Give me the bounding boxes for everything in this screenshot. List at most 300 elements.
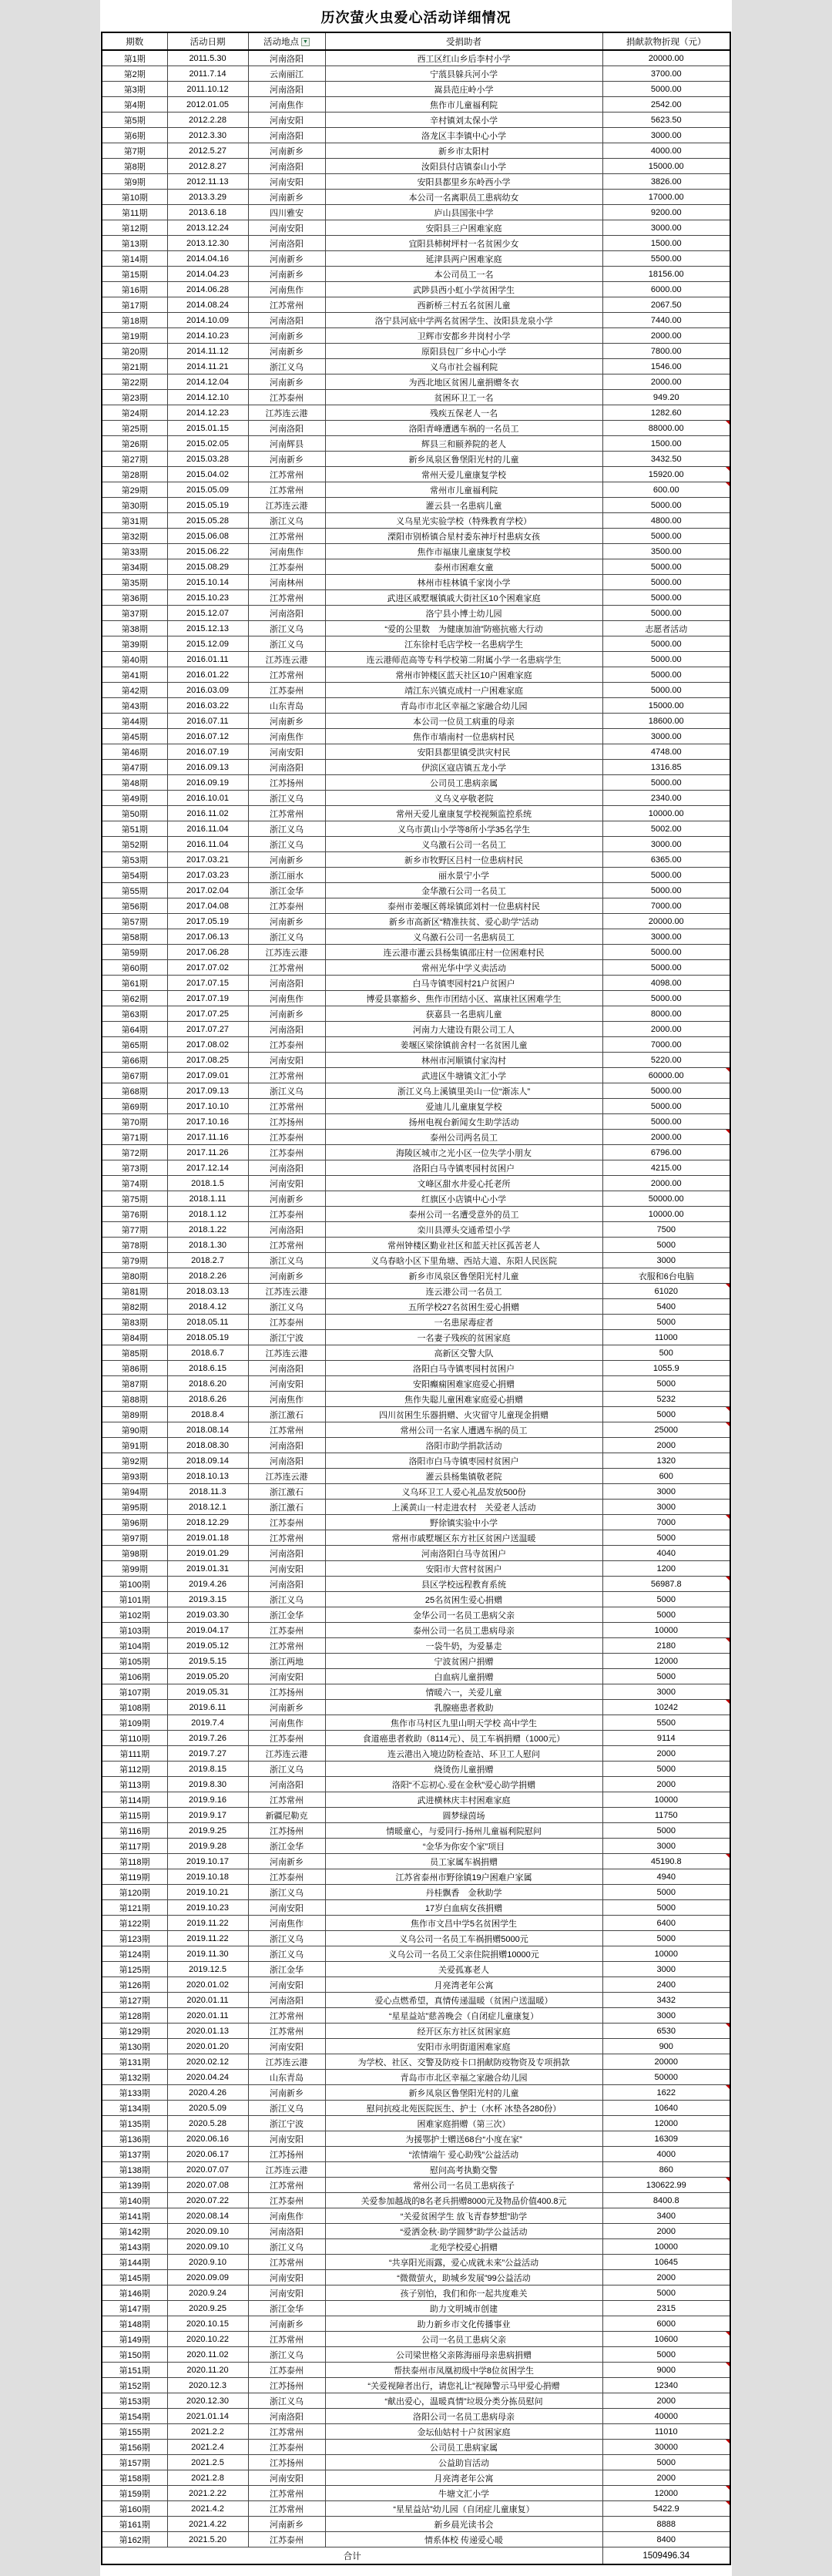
recipient-cell: 焦作市墙南村一位患病村民 <box>325 729 602 744</box>
date-cell: 2020.09.09 <box>167 2270 248 2285</box>
recipient-cell: 义乌市社会福利院 <box>325 359 602 374</box>
table-row <box>102 898 730 914</box>
recipient-cell: 一名患尿毒症者 <box>325 1315 602 1330</box>
date-cell: 2016.09.19 <box>167 775 248 791</box>
table-row <box>102 313 730 328</box>
recipient-cell: 义乌公司一名员工车祸捐赠5000元 <box>325 1931 602 1946</box>
recipient-cell: 常州公司一名员工患病孩子 <box>325 2178 602 2193</box>
period-cell: 第119期 <box>102 1869 167 1885</box>
recipient-cell: “星星益站”慈善晚会（自闭症儿童康复） <box>325 2008 602 2024</box>
table-row <box>102 1006 730 1022</box>
date-cell: 2021.5.20 <box>167 2532 248 2547</box>
table-row <box>102 1376 730 1392</box>
value-cell: 3000.00 <box>602 729 730 744</box>
recipient-cell: 泰州公司一名员工患病母亲 <box>325 1623 602 1638</box>
date-cell: 2015.12.09 <box>167 636 248 652</box>
recipient-cell: 金华公司一名员工患病父亲 <box>325 1607 602 1623</box>
value-cell: 6530 <box>602 2024 730 2039</box>
period-cell: 第159期 <box>102 2486 167 2501</box>
location-cell: 河南安阳 <box>248 174 325 190</box>
value-cell: 1316.85 <box>602 760 730 775</box>
date-cell: 2016.11.02 <box>167 806 248 821</box>
recipient-cell: 焦作失聪儿童困难家庭爱心捐赠 <box>325 1392 602 1407</box>
recipient-cell: 新乡市太阳村 <box>325 143 602 159</box>
value-cell: 10600 <box>602 2332 730 2347</box>
date-cell: 2018.1.30 <box>167 1238 248 1253</box>
date-cell: 2018.1.12 <box>167 1207 248 1222</box>
value-cell: 2542.00 <box>602 97 730 113</box>
date-cell: 2015.10.14 <box>167 575 248 590</box>
recipient-cell: 新乡凤泉区鲁堡阳光村的儿童 <box>325 2085 602 2101</box>
date-cell: 2017.08.02 <box>167 1037 248 1053</box>
table-row <box>102 683 730 698</box>
period-cell: 第16期 <box>102 282 167 297</box>
period-cell: 第97期 <box>102 1530 167 1546</box>
recipient-cell: 泰州公司一名遭受意外的员工 <box>325 1207 602 1222</box>
total-label: 合计 <box>102 2547 602 2565</box>
location-cell: 云南丽江 <box>248 66 325 82</box>
column-header-0 <box>102 32 167 50</box>
recipient-cell: 林州市河顺镇付家沟村 <box>325 1053 602 1068</box>
date-cell: 2017.06.28 <box>167 945 248 960</box>
column-header-2 <box>248 32 325 50</box>
date-cell: 2017.07.25 <box>167 1006 248 1022</box>
table-row <box>102 575 730 590</box>
value-cell: 5000.00 <box>602 529 730 544</box>
recipient-cell: 新乡市牧野区吕村一位患病村民 <box>325 852 602 868</box>
value-cell: 5000 <box>602 1762 730 1777</box>
period-cell: 第34期 <box>102 559 167 575</box>
date-cell: 2016.10.01 <box>167 791 248 806</box>
value-cell: 1500.00 <box>602 236 730 251</box>
table-row <box>102 2393 730 2409</box>
value-cell: 16309 <box>602 2131 730 2147</box>
date-cell: 2020.06.16 <box>167 2131 248 2147</box>
value-cell: 5000.00 <box>602 82 730 97</box>
table-row <box>102 2486 730 2501</box>
location-cell: 江苏连云港 <box>248 945 325 960</box>
period-cell: 第132期 <box>102 2070 167 2085</box>
period-cell: 第4期 <box>102 97 167 113</box>
date-cell: 2017.03.23 <box>167 868 248 883</box>
period-cell: 第45期 <box>102 729 167 744</box>
date-cell: 2020.07.22 <box>167 2193 248 2208</box>
recipient-cell: 义乌春晗小区下里角塘、西站大道、东阳人民医院 <box>325 1253 602 1268</box>
date-cell: 2015.03.28 <box>167 452 248 467</box>
value-cell: 3500.00 <box>602 544 730 559</box>
table-row <box>102 1777 730 1792</box>
value-cell: 5422.9 <box>602 2501 730 2517</box>
date-cell: 2019.7.26 <box>167 1731 248 1746</box>
value-cell: 45190.8 <box>602 1854 730 1869</box>
value-cell: 3000 <box>602 1484 730 1500</box>
table-row <box>102 1654 730 1669</box>
location-cell: 江苏常州 <box>248 482 325 498</box>
comment-marker <box>726 1130 730 1134</box>
recipient-cell: 丽水景宁小学 <box>325 868 602 883</box>
period-cell: 第36期 <box>102 590 167 606</box>
period-cell: 第147期 <box>102 2301 167 2316</box>
table-row <box>102 220 730 236</box>
date-cell: 2019.01.29 <box>167 1546 248 1561</box>
period-cell: 第133期 <box>102 2085 167 2101</box>
period-cell: 第152期 <box>102 2378 167 2393</box>
value-cell: 3000.00 <box>602 837 730 852</box>
date-cell: 2014.04.16 <box>167 251 248 267</box>
table-row <box>102 1345 730 1361</box>
period-cell: 第37期 <box>102 606 167 621</box>
date-cell: 2019.9.28 <box>167 1839 248 1854</box>
period-cell: 第107期 <box>102 1684 167 1700</box>
recipient-cell: 洛阳公司一名员工患病母亲 <box>325 2409 602 2424</box>
comment-marker <box>726 1854 730 1858</box>
location-cell: 江苏常州 <box>248 2424 325 2440</box>
date-cell: 2012.11.13 <box>167 174 248 190</box>
table-row <box>102 1392 730 1407</box>
period-cell: 第141期 <box>102 2208 167 2224</box>
table-row <box>102 1700 730 1715</box>
table-row <box>102 467 730 482</box>
table-row <box>102 1962 730 1977</box>
value-cell: 1282.60 <box>602 405 730 421</box>
comment-marker <box>726 1068 730 1072</box>
location-cell: 四川雅安 <box>248 205 325 220</box>
table-row <box>102 1546 730 1561</box>
comment-marker <box>726 467 730 471</box>
location-cell: 江苏常州 <box>248 1238 325 1253</box>
value-cell: 3400 <box>602 2208 730 2224</box>
value-cell: 12000 <box>602 2486 730 2501</box>
location-cell: 江苏泰州 <box>248 559 325 575</box>
value-cell: 9000 <box>602 2363 730 2378</box>
table-row <box>102 190 730 205</box>
recipient-cell: 常州市钟楼区蓝天社区10户困难家庭 <box>325 667 602 683</box>
date-cell: 2017.09.13 <box>167 1083 248 1099</box>
table-row <box>102 1900 730 1916</box>
table-row <box>102 1808 730 1823</box>
recipient-cell: 常州市儿童福利院 <box>325 482 602 498</box>
value-cell: 10000 <box>602 2239 730 2255</box>
date-cell: 2019.5.15 <box>167 1654 248 1669</box>
value-cell: 1200 <box>602 1561 730 1577</box>
table-row <box>102 960 730 976</box>
period-cell: 第52期 <box>102 837 167 852</box>
date-cell: 2016.03.22 <box>167 698 248 714</box>
table-row <box>102 2347 730 2363</box>
date-cell: 2011.5.30 <box>167 50 248 66</box>
table-row <box>102 421 730 436</box>
recipient-cell: “金华为你安个家”项目 <box>325 1839 602 1854</box>
location-cell: 河南安阳 <box>248 2039 325 2054</box>
date-cell: 2015.12.07 <box>167 606 248 621</box>
table-row <box>102 1160 730 1176</box>
date-cell: 2019.10.21 <box>167 1885 248 1900</box>
location-cell: 河南安阳 <box>248 2285 325 2301</box>
recipient-cell: 海陵区城市之光小区一位失学小朋友 <box>325 1145 602 1160</box>
date-cell: 2018.12.29 <box>167 1515 248 1530</box>
location-cell: 江苏常州 <box>248 1638 325 1654</box>
value-cell: 4000 <box>602 2147 730 2162</box>
date-cell: 2020.9.25 <box>167 2301 248 2316</box>
value-cell: 5500.00 <box>602 251 730 267</box>
value-cell: 8400 <box>602 2532 730 2547</box>
table-row <box>102 174 730 190</box>
value-cell: 2340.00 <box>602 791 730 806</box>
value-cell: 1500.00 <box>602 436 730 452</box>
value-cell: 2067.50 <box>602 297 730 313</box>
table-row <box>102 236 730 251</box>
table-row <box>102 1854 730 1869</box>
value-cell: 3700.00 <box>602 66 730 82</box>
location-cell: 江苏常州 <box>248 1792 325 1808</box>
recipient-cell: 常州市戚墅堰区东方社区贫困户送温暖 <box>325 1530 602 1546</box>
recipient-cell: 安阳癫痫困难家庭爱心捐赠 <box>325 1376 602 1392</box>
period-cell: 第110期 <box>102 1731 167 1746</box>
period-cell: 第89期 <box>102 1407 167 1422</box>
recipient-cell: 安阳县三户困难家庭 <box>325 220 602 236</box>
location-cell: 河南新乡 <box>248 914 325 929</box>
table-row <box>102 1931 730 1946</box>
period-cell: 第120期 <box>102 1885 167 1900</box>
location-cell: 江苏常州 <box>248 2178 325 2193</box>
location-cell: 江苏连云港 <box>248 652 325 667</box>
table-row <box>102 2455 730 2470</box>
comment-marker <box>726 2085 730 2089</box>
recipient-cell: 宜阳县柿树坪村一名贫困少女 <box>325 236 602 251</box>
period-cell: 第158期 <box>102 2470 167 2486</box>
comment-marker <box>726 1638 730 1642</box>
location-cell: 浙江义乌 <box>248 791 325 806</box>
table-row <box>102 698 730 714</box>
location-cell: 江苏连云港 <box>248 405 325 421</box>
recipient-cell: 经开区东方社区贫困家庭 <box>325 2024 602 2039</box>
value-cell: 5000 <box>602 1669 730 1684</box>
period-cell: 第129期 <box>102 2024 167 2039</box>
recipient-cell: “共享阳光雨露，爱心成就未来”公益活动 <box>325 2255 602 2270</box>
location-cell: 江苏常州 <box>248 529 325 544</box>
location-cell: 河南安阳 <box>248 1376 325 1392</box>
date-cell: 2014.10.09 <box>167 313 248 328</box>
value-cell: 10645 <box>602 2255 730 2270</box>
table-row <box>102 1284 730 1299</box>
period-cell: 第48期 <box>102 775 167 791</box>
location-cell: 浙江激石 <box>248 1407 325 1422</box>
table-row <box>102 775 730 791</box>
location-cell: 浙江义乌 <box>248 1946 325 1962</box>
recipient-cell: 宁波贫困户捐赠 <box>325 1654 602 1669</box>
period-cell: 第24期 <box>102 405 167 421</box>
value-cell: 3000.00 <box>602 929 730 945</box>
table-row <box>102 914 730 929</box>
table-row <box>102 2178 730 2193</box>
date-cell: 2012.3.30 <box>167 128 248 143</box>
value-cell: 2000.00 <box>602 374 730 390</box>
table-row <box>102 2378 730 2393</box>
value-cell: 20000 <box>602 2054 730 2070</box>
location-cell: 浙江义乌 <box>248 1762 325 1777</box>
value-cell: 12000 <box>602 1654 730 1669</box>
period-cell: 第142期 <box>102 2224 167 2239</box>
date-cell: 2011.10.12 <box>167 82 248 97</box>
period-cell: 第126期 <box>102 1977 167 1993</box>
location-cell: 河南新乡 <box>248 2316 325 2332</box>
value-cell: 6000 <box>602 2316 730 2332</box>
date-cell: 2018.8.4 <box>167 1407 248 1422</box>
recipient-cell: 安阳县都里镇受洪灾村民 <box>325 744 602 760</box>
location-cell: 河南洛阳 <box>248 421 325 436</box>
period-cell: 第73期 <box>102 1160 167 1176</box>
period-cell: 第44期 <box>102 714 167 729</box>
table-row <box>102 1946 730 1962</box>
period-cell: 第57期 <box>102 914 167 929</box>
location-cell: 江苏泰州 <box>248 2440 325 2455</box>
recipient-cell: 新乡市高新区“精准扶贫、爱心助学”活动 <box>325 914 602 929</box>
table-row <box>102 2131 730 2147</box>
table-row <box>102 50 730 66</box>
location-cell: 浙江金华 <box>248 883 325 898</box>
location-cell: 河南辉县 <box>248 436 325 452</box>
table-row <box>102 2085 730 2101</box>
table-row <box>102 1623 730 1638</box>
recipient-cell: 月亮湾老年公寓 <box>325 2470 602 2486</box>
period-cell: 第65期 <box>102 1037 167 1053</box>
period-cell: 第46期 <box>102 744 167 760</box>
location-cell: 江苏连云港 <box>248 1746 325 1762</box>
value-cell: 10000.00 <box>602 806 730 821</box>
table-row <box>102 2285 730 2301</box>
location-cell: 河南洛阳 <box>248 50 325 66</box>
location-cell: 江苏泰州 <box>248 1145 325 1160</box>
date-cell: 2020.10.22 <box>167 2332 248 2347</box>
value-cell: 1320 <box>602 1453 730 1469</box>
table-body <box>102 50 730 2547</box>
recipient-cell: 常州天爱儿童康复学校 <box>325 467 602 482</box>
recipient-cell: 武进区牛塘镇文汇小学 <box>325 1068 602 1083</box>
total-row <box>102 2547 730 2565</box>
comment-marker <box>726 1700 730 1704</box>
location-cell: 江苏连云港 <box>248 1284 325 1299</box>
date-cell: 2018.1.11 <box>167 1191 248 1207</box>
recipient-cell: 红旗区小店镇中心小学 <box>325 1191 602 1207</box>
period-cell: 第55期 <box>102 883 167 898</box>
value-cell: 5000.00 <box>602 883 730 898</box>
table-row <box>102 2316 730 2332</box>
date-cell: 2018.12.1 <box>167 1500 248 1515</box>
period-cell: 第79期 <box>102 1253 167 1268</box>
date-cell: 2020.01.02 <box>167 1977 248 1993</box>
table-row <box>102 1176 730 1191</box>
table-row <box>102 2363 730 2378</box>
value-cell: 2000 <box>602 2393 730 2409</box>
date-cell: 2020.12.3 <box>167 2378 248 2393</box>
value-cell: 3000 <box>602 1684 730 1700</box>
date-cell: 2018.1.5 <box>167 1176 248 1191</box>
date-cell: 2021.4.22 <box>167 2517 248 2532</box>
period-cell: 第145期 <box>102 2270 167 2285</box>
value-cell: 4040 <box>602 1546 730 1561</box>
location-cell: 河南新乡 <box>248 190 325 205</box>
table-row <box>102 1053 730 1068</box>
location-cell: 江苏泰州 <box>248 1037 325 1053</box>
date-cell: 2018.08.14 <box>167 1422 248 1438</box>
date-cell: 2013.12.24 <box>167 220 248 236</box>
table-row <box>102 1099 730 1114</box>
recipient-cell: 辉县三和颐养院的老人 <box>325 436 602 452</box>
table-row <box>102 513 730 529</box>
table-row <box>102 1253 730 1268</box>
recipient-cell: 洛阳白马寺镇枣园村贫困户 <box>325 1361 602 1376</box>
recipient-cell: 白血病儿童捐赠 <box>325 1669 602 1684</box>
recipient-cell: 关爱参加越战的8名老兵捐赠8000元及物品价值400.8元 <box>325 2193 602 2208</box>
table-row <box>102 945 730 960</box>
table-row <box>102 1114 730 1130</box>
period-cell: 第49期 <box>102 791 167 806</box>
period-cell: 第135期 <box>102 2116 167 2131</box>
value-cell: 12340 <box>602 2378 730 2393</box>
location-cell: 江苏泰州 <box>248 2363 325 2378</box>
recipient-cell: 伊滨区寇店镇五龙小学 <box>325 760 602 775</box>
value-cell: 10000 <box>602 1792 730 1808</box>
location-cell: 河南洛阳 <box>248 1222 325 1238</box>
recipient-cell: 洛阳“不忘初心.爱在金秋”爱心助学捐赠 <box>325 1777 602 1792</box>
date-cell: 2016.07.11 <box>167 714 248 729</box>
value-cell: 8000.00 <box>602 1006 730 1022</box>
recipient-cell: 丹桂飘香 金秋助学 <box>325 1885 602 1900</box>
period-cell: 第62期 <box>102 991 167 1006</box>
date-cell: 2018.10.13 <box>167 1469 248 1484</box>
table-row <box>102 729 730 744</box>
location-cell: 河南洛阳 <box>248 82 325 97</box>
date-cell: 2016.07.12 <box>167 729 248 744</box>
value-cell: 5500 <box>602 1715 730 1731</box>
date-cell: 2017.09.01 <box>167 1068 248 1083</box>
filter-dropdown-icon[interactable]: ▼ <box>301 38 310 46</box>
period-cell: 第1期 <box>102 50 167 66</box>
recipient-cell: 常州公司一名家人遭遇车祸的员工 <box>325 1422 602 1438</box>
recipient-cell: 员工家属车祸捐赠 <box>325 1854 602 1869</box>
location-cell: 江苏常州 <box>248 1099 325 1114</box>
value-cell: 6365.00 <box>602 852 730 868</box>
table-row <box>102 2054 730 2070</box>
location-cell: 江苏连云港 <box>248 2162 325 2178</box>
date-cell: 2019.4.26 <box>167 1577 248 1592</box>
period-cell: 第162期 <box>102 2532 167 2547</box>
location-cell: 河南新乡 <box>248 1854 325 1869</box>
table-row <box>102 1731 730 1746</box>
period-cell: 第83期 <box>102 1315 167 1330</box>
date-cell: 2017.12.14 <box>167 1160 248 1176</box>
location-cell: 浙江义乌 <box>248 1931 325 1946</box>
value-cell: 3000 <box>602 1253 730 1268</box>
recipient-cell: 常州天爱儿童康复学校视频监控系统 <box>325 806 602 821</box>
location-cell: 江苏常州 <box>248 806 325 821</box>
location-cell: 浙江金华 <box>248 1962 325 1977</box>
date-cell: 2020.06.17 <box>167 2147 248 2162</box>
location-cell: 河南新乡 <box>248 2085 325 2101</box>
recipient-cell: 牛塘文汇小学 <box>325 2486 602 2501</box>
value-cell: 5000 <box>602 1931 730 1946</box>
table-row <box>102 97 730 113</box>
recipient-cell: 为西北地区贫困儿童捐赠冬衣 <box>325 374 602 390</box>
table-row <box>102 113 730 128</box>
recipient-cell: 安阳县都里乡东岭西小学 <box>325 174 602 190</box>
recipient-cell: 河南洛阳白马寺贫困户 <box>325 1546 602 1561</box>
value-cell: 5000.00 <box>602 1083 730 1099</box>
date-cell: 2019.05.20 <box>167 1669 248 1684</box>
location-cell: 河南焦作 <box>248 544 325 559</box>
date-cell: 2021.2.2 <box>167 2424 248 2440</box>
value-cell: 5000.00 <box>602 575 730 590</box>
